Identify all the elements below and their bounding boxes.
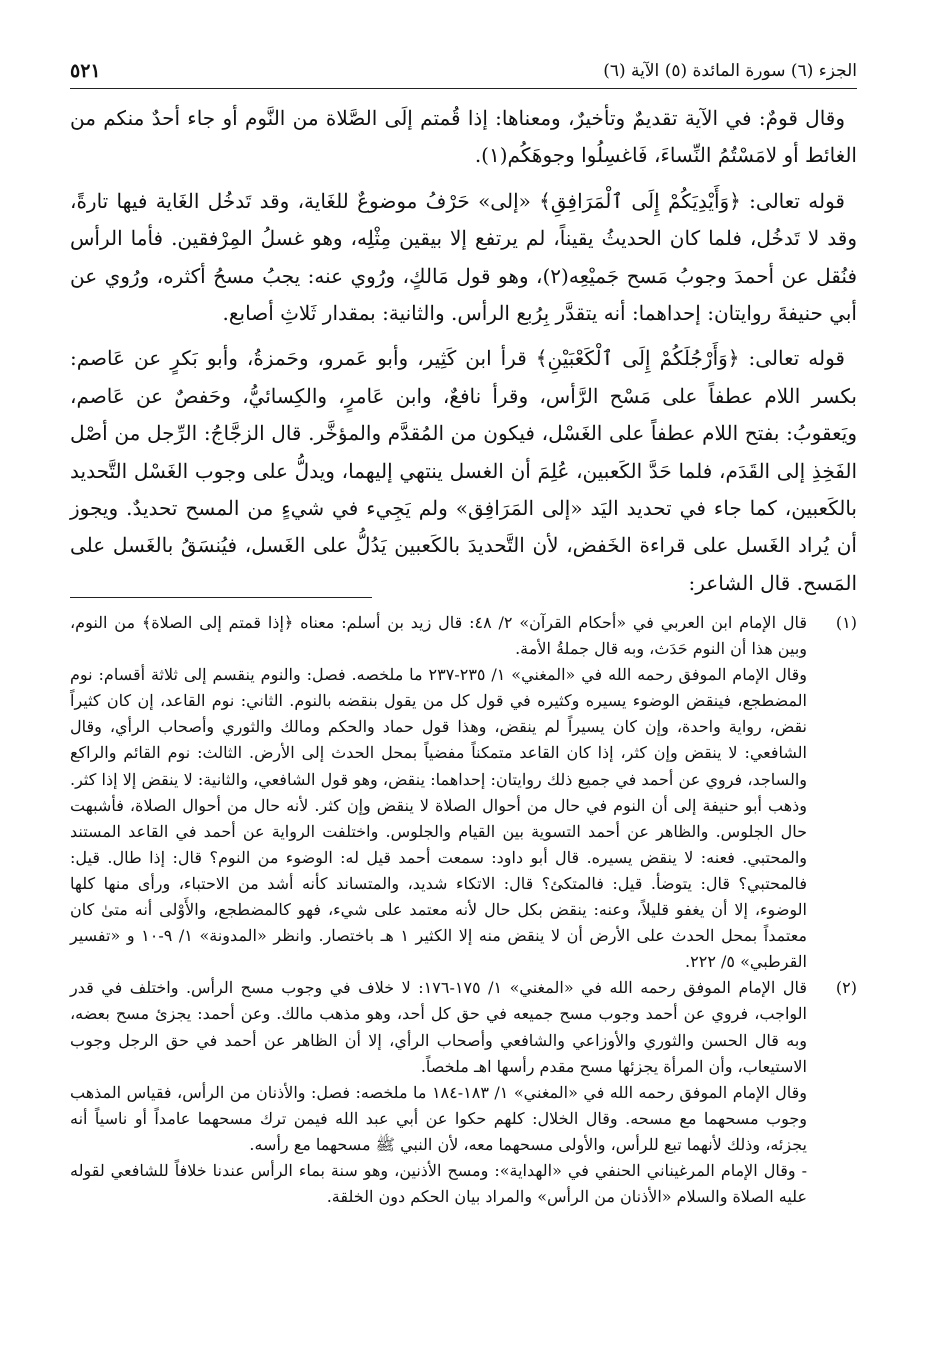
footnote-paragraph: قال الإمام الموفق رحمه الله في «المغني» ١/ ١٧٥-١٧٦: لا خلاف في وجوب مسح الرأس. واختلف في قدر الواجب، فروي عن أحمد وجوب مسح جميعه في حق كل أحد، وهو مذهب مالك. وعن أحمد: يجزئ مسح بعضه، وبه قال الحسن والثوري والأوزاعي والشافعي وأصحاب الرأي، إلا أن الظاهر عن أحمد في حق الرجل وجوب الاستيعاب، وأن المرأة يجزئها مسح مقدم رأسها اهـ ملخصاً. xyxy=(70,978,808,1076)
page-number: ٥٢١ xyxy=(70,60,101,82)
footnote-body xyxy=(70,610,807,975)
footnotes xyxy=(70,610,857,1210)
main-text xyxy=(70,100,857,610)
footnote-number: (١) xyxy=(835,613,857,632)
footnote-body xyxy=(70,975,807,1210)
footnote-paragraph: قال الإمام ابن العربي في «أحكام القرآن» ٢/ ٤٨: قال زيد بن أسلم: معناه ﴿إذا قمتم إلى الصلاة﴾ من النوم، وبين هذا أن النوم حَدَث، وبه قال جملةُ الأمة. xyxy=(70,613,807,659)
footnote xyxy=(70,975,857,1210)
header-rule xyxy=(70,88,857,89)
running-title: الجزء (٦) سورة المائدة (٥) الآية (٦) xyxy=(603,61,857,81)
paragraph: قوله تعالى: ﴿وَأَيْدِيَكُمْ إِلَى ٱلْمَرَافِقِ﴾ «إلى» حَرْفُ موضوعٌ للغَاية، وقد تَدخُل الغَاية فيها تارةً، وقد لا تَدخُل، فلما كان الحديثُ يقيناً، لم يرتفع إلا بيقين مِثْلِه، وهو غسلُ المِرْفقين. فأما الرأس فنُقل عن أحمدَ وجوبُ مَسح جَميْعِه(٢)، وهو قول مَالكٍ، ورُوي عنه: يجبُ مسحُ أكثره، ورُوي عن أبي حنيفةَ روايتان: إحداهما: أنه يتقدَّر بِرُبع الرأس. والثانية: بمقدار ثَلاثِ أصابع. xyxy=(70,188,857,326)
paragraph: وقال قومٌ: في الآية تقديمٌ وتأخيرٌ، ومعناها: إذا قُمتم إلَى الصَّلاة من النَّوم أو جاء أحدٌ منكم من الغائط أو لامَسْتُمُ النِّساءَ، فَاغسِلُوا وجوهَكُم(١). xyxy=(70,106,857,168)
footnote xyxy=(70,610,857,975)
paragraph: قوله تعالى: ﴿وَأَرْجُلَكُمْ إِلَى ٱلْكَعْبَيْنِ﴾ قرأ ابن كَثِير، وأبو عَمرو، وحَمزةُ، وأبو بَكرٍ عن عَاصم: بكسر اللام عطفاً على مَسْح الرَّأس، وقرأ نافعٌ، وابن عَامرٍ، والكِسائيُّ، وحَفصٌ عن عَاصم، ويَعقوبُ: بفتح اللام عطفاً على الغَسْل، فيكون من المُقدَّم والمؤخَّر. قال الزجَّاجُ: الرِّجل من أصْل الفَخِذِ إلى القَدَم، فلما حَدَّ الكَعبين، عُلِمَ أن الغسل ينتهي إليهما، ويدلُّ على وجوب الغَسْل التَّحديد بالكَعبين، كما جاء في تحديد اليَد «إلى المَرَافِق» ولم يَجِيء في شيءٍ من المسح تحديدٌ. ويجوز أن يُراد الغَسل على قراءة الخَفض، لأن التَّحديدَ بالكَعبين يَدُلُّ على الغَسل، فيُنسَقُ بالغَسل على المَسح. قال الشاعر: xyxy=(70,346,858,595)
footnote-rule xyxy=(70,597,372,598)
footnote-paragraph: - وقال الإمام المرغيناني الحنفي في «الهداية»: ومسح الأذنين، وهو سنة بماء الرأس عندنا خلافاً للشافعي لقوله عليه الصلاة والسلام «الأذنان من الرأس» والمراد بيان الحكم دون الخلقة. xyxy=(70,1160,807,1207)
page-header xyxy=(70,56,857,86)
footnote-number: (٢) xyxy=(835,978,857,998)
footnote-paragraph: وقال الإمام الموفق رحمه الله في «المغني» ١/ ١٨٣-١٨٤ ما ملخصه: فصل: والأذنان من الرأس، فقياس المذهب وجوب مسحهما مع مسحه. وقال الخلال: كلهم حكوا عن أبي عبد الله فيمن ترك مسحهما عامداً أو ناسياً أنه يجزئه، وذلك لأنهما تبع للرأس، والأولى مسحهما معه، لأن النبي ﷺ مسحهما مع رأسه. xyxy=(70,1082,807,1154)
footnote-paragraph: وقال الإمام الموفق رحمه الله في «المغني» ١/ ٢٣٥-٢٣٧ ما ملخصه. فصل: والنوم ينقسم إلى ثلاثة أقسام: نوم المضطجع، فينقض الوضوء يسيره وكثيره في قول كل من يقول بنقضه بالنوم. الثاني: نوم القاعد، إن كان كثيراً نقض، رواية واحدة، وإن كان يسيراً لم ينقض، وهذا قول حماد والحكم ومالك والثوري وأصحاب الرأي، وقال الشافعي: لا ينقض وإن كثر، إذا كان القاعد متمكناً مفضياً بمحل الحدث إلى الأرض. الثالث: نوم القائم والراكع والساجد، فروي عن أحمد في جميع ذلك روايتان: إحداهما: ينقض، وهو قول الشافعي، والثانية: لا ينقض إلا إذا كثر. وذهب أبو حنيفة إلى أن النوم في حال من أحوال الصلاة لا ينقض وإن كثر. لأنه حال من أحوال الصلاة، فأشبهت حال الجلوس. والظاهر عن أحمد التسوية بين القيام والجلوس. واختلفت الرواية عن أحمد في القاعد المستند والمحتبي. فعنه: لا ينقض يسيره. قال أبو داود: سمعت أحمد قيل له: الوضوء من النوم؟ قال: إذا طال. قيل: فالمحتبي؟ قال: يتوضأ. قيل: فالمتكئ؟ قال: الاتكاء شديد، والمتساند كأنه أشد من الاحتباء، ورأى منها كلها الوضوء، إلا أن يغفو قليلاً، وعنه: ينقض بكل حال لأنه معتمد على شيء، فهو كالمضطجع، والأَوْلى أنه متىٰ كان معتمداً بمحل الحدث على الأرض أن لا ينقض منه إلا الكثير ١ هـ باختصار. وانظر «المدونة» ١/ ٩-١٠ و «تفسير القرطبي» ٥/ ٢٢٢. xyxy=(70,665,808,972)
